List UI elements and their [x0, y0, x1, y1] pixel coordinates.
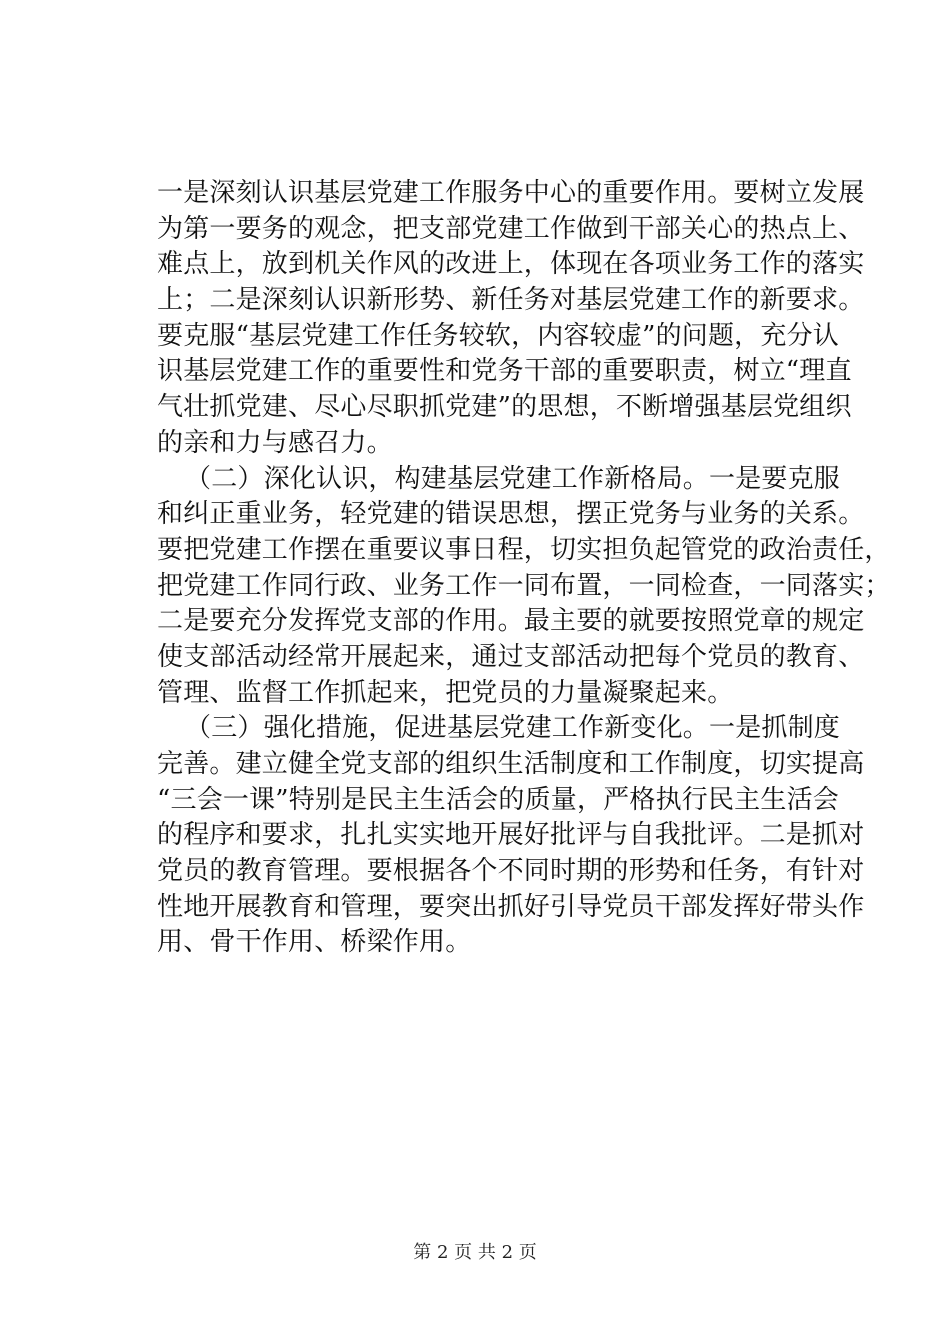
- paragraph-heading-line: （三）强化措施，促进基层党建工作新变化。一是抓制度: [185, 713, 841, 744]
- page-number-footer: 第 2 页 共 2 页: [413, 1242, 537, 1263]
- text-line: 要克服“基层党建工作任务较软，内容较虚”的问题，充分认: [157, 320, 839, 351]
- text-line: 完善。建立健全党支部的组织生活制度和工作制度，切实提高: [157, 749, 865, 779]
- text-line: 用、骨干作用、桥梁作用。: [157, 927, 472, 958]
- text-line: “三会一课”特别是民主生活会的质量，严格执行民主生活会: [157, 784, 839, 815]
- text-line: 性地开展教育和管理，要突出抓好引导党员干部发挥好带头作: [157, 891, 865, 922]
- text-line: 上；二是深刻认识新形势、新任务对基层党建工作的新要求。: [157, 285, 865, 316]
- paragraph-heading-line: （二）深化认识，构建基层党建工作新格局。一是要克服: [185, 463, 841, 494]
- text-line: 二是要充分发挥党支部的作用。最主要的就要按照党章的规定: [157, 606, 865, 637]
- text-line: 要把党建工作摆在重要议事日程，切实担负起管党的政治责任，: [157, 534, 891, 565]
- text-line: 和纠正重业务，轻党建的错误思想，摆正党务与业务的关系。: [157, 499, 865, 530]
- text-line: 识基层党建工作的重要性和党务干部的重要职责，树立“理直: [157, 356, 852, 387]
- text-line: 的亲和力与感召力。: [157, 427, 393, 458]
- text-line: 把党建工作同行政、业务工作一同布置，一同检查，一同落实；: [157, 570, 891, 601]
- text-line: 为第一要务的观念，把支部党建工作做到干部关心的热点上、: [157, 213, 865, 244]
- text-line: 气壮抓党建、尽心尽职抓党建”的思想，不断增强基层党组织: [157, 392, 852, 423]
- text-line: 管理、监督工作抓起来，把党员的力量凝聚起来。: [157, 677, 734, 708]
- document-body: [157, 176, 891, 961]
- text-line: 党员的教育管理。要根据各个不同时期的形势和任务，有针对: [157, 856, 865, 887]
- text-line: 的程序和要求，扎扎实实地开展好批评与自我批评。二是抓对: [157, 820, 865, 851]
- text-line: 使支部活动经常开展起来，通过支部活动把每个党员的教育、: [157, 641, 865, 672]
- text-line: 一是深刻认识基层党建工作服务中心的重要作用。要树立发展: [157, 178, 865, 208]
- text-line: 难点上，放到机关作风的改进上，体现在各项业务工作的落实: [157, 249, 865, 280]
